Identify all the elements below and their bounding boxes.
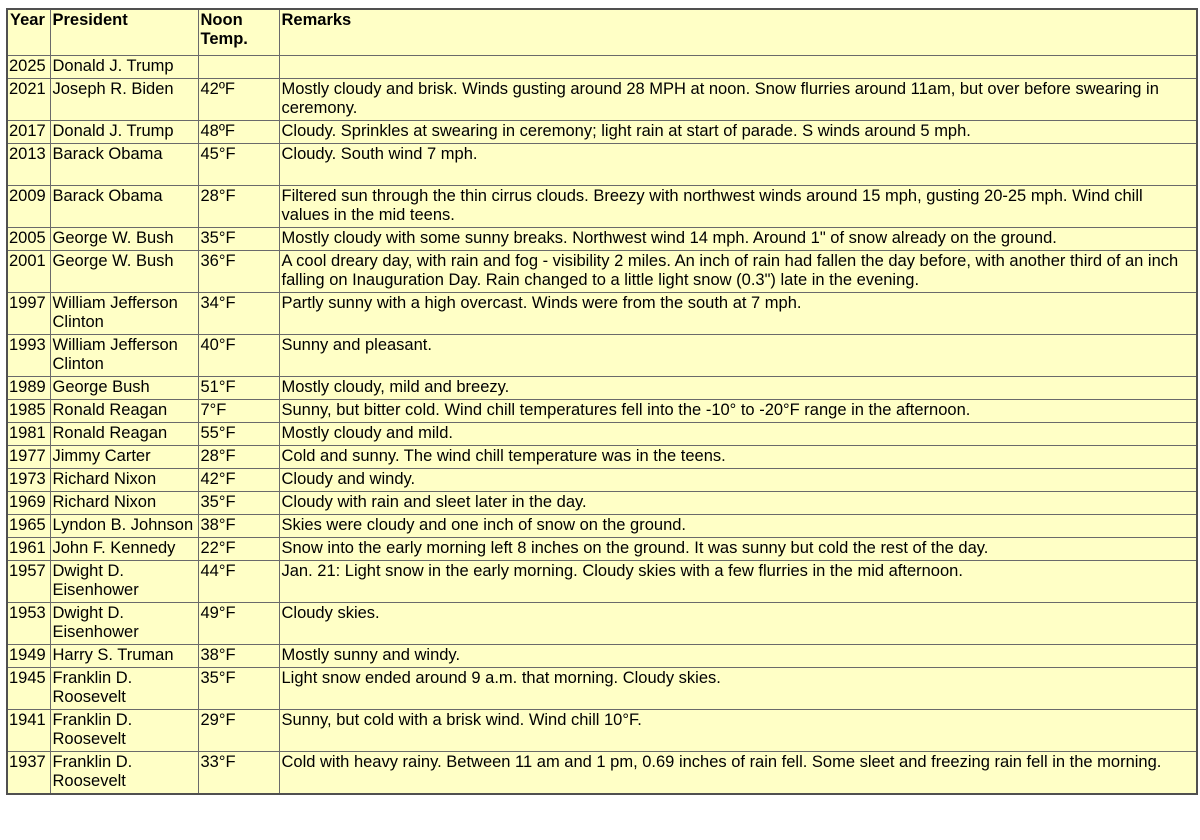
cell-noon-temp: 55°F bbox=[198, 423, 279, 446]
cell-noon-temp: 49°F bbox=[198, 603, 279, 645]
header-noon-temp: Noon Temp. bbox=[198, 9, 279, 56]
cell-president: Richard Nixon bbox=[50, 469, 198, 492]
cell-year: 1985 bbox=[7, 400, 50, 423]
cell-noon-temp: 38°F bbox=[198, 515, 279, 538]
cell-president: Barack Obama bbox=[50, 186, 198, 228]
cell-noon-temp: 35°F bbox=[198, 492, 279, 515]
cell-year: 1957 bbox=[7, 561, 50, 603]
cell-remarks: Cloudy with rain and sleet later in the day. bbox=[279, 492, 1197, 515]
cell-president: John F. Kennedy bbox=[50, 538, 198, 561]
cell-president: Franklin D. Roosevelt bbox=[50, 752, 198, 795]
header-row bbox=[7, 9, 1197, 56]
cell-president: George W. Bush bbox=[50, 251, 198, 293]
table-row bbox=[7, 293, 1197, 335]
inauguration-weather-table-container bbox=[6, 8, 1198, 795]
cell-year: 1981 bbox=[7, 423, 50, 446]
cell-year: 2025 bbox=[7, 56, 50, 79]
table-row bbox=[7, 469, 1197, 492]
table-row bbox=[7, 603, 1197, 645]
cell-year: 1973 bbox=[7, 469, 50, 492]
inauguration-weather-table bbox=[6, 8, 1198, 795]
cell-year: 1941 bbox=[7, 710, 50, 752]
cell-president: George Bush bbox=[50, 377, 198, 400]
cell-noon-temp: 42ºF bbox=[198, 79, 279, 121]
cell-year: 1989 bbox=[7, 377, 50, 400]
cell-year: 1977 bbox=[7, 446, 50, 469]
cell-remarks: Mostly cloudy, mild and breezy. bbox=[279, 377, 1197, 400]
cell-noon-temp: 44°F bbox=[198, 561, 279, 603]
table-row bbox=[7, 186, 1197, 228]
cell-remarks: Sunny, but bitter cold. Wind chill temperatures fell into the -10° to -20°F range in the afternoon. bbox=[279, 400, 1197, 423]
table-row bbox=[7, 515, 1197, 538]
cell-noon-temp: 28°F bbox=[198, 446, 279, 469]
cell-remarks: Cloudy and windy. bbox=[279, 469, 1197, 492]
cell-remarks: Mostly cloudy and mild. bbox=[279, 423, 1197, 446]
cell-noon-temp: 48ºF bbox=[198, 121, 279, 144]
table-row bbox=[7, 144, 1197, 186]
cell-year: 2021 bbox=[7, 79, 50, 121]
cell-year: 1993 bbox=[7, 335, 50, 377]
cell-president: Lyndon B. Johnson bbox=[50, 515, 198, 538]
cell-noon-temp: 38°F bbox=[198, 645, 279, 668]
cell-year: 1953 bbox=[7, 603, 50, 645]
cell-remarks: Cloudy. South wind 7 mph. bbox=[279, 144, 1197, 186]
table-row bbox=[7, 56, 1197, 79]
cell-noon-temp: 40°F bbox=[198, 335, 279, 377]
cell-noon-temp: 42°F bbox=[198, 469, 279, 492]
cell-year: 2005 bbox=[7, 228, 50, 251]
cell-president: Dwight D. Eisenhower bbox=[50, 603, 198, 645]
cell-president: William Jefferson Clinton bbox=[50, 335, 198, 377]
header-remarks: Remarks bbox=[279, 9, 1197, 56]
cell-year: 1969 bbox=[7, 492, 50, 515]
cell-president: George W. Bush bbox=[50, 228, 198, 251]
table-row bbox=[7, 377, 1197, 400]
cell-noon-temp: 45°F bbox=[198, 144, 279, 186]
cell-remarks: Cloudy. Sprinkles at swearing in ceremony; light rain at start of parade. S winds around 5 mph. bbox=[279, 121, 1197, 144]
cell-president: Franklin D. Roosevelt bbox=[50, 710, 198, 752]
table-row bbox=[7, 752, 1197, 795]
cell-president: Joseph R. Biden bbox=[50, 79, 198, 121]
cell-president: Dwight D. Eisenhower bbox=[50, 561, 198, 603]
header-president: President bbox=[50, 9, 198, 56]
cell-noon-temp: 51°F bbox=[198, 377, 279, 400]
cell-remarks: Cold with heavy rainy. Between 11 am and 1 pm, 0.69 inches of rain fell. Some sleet and freezing rain fell in the morning. bbox=[279, 752, 1197, 795]
cell-remarks: Cold and sunny. The wind chill temperature was in the teens. bbox=[279, 446, 1197, 469]
cell-noon-temp: 35°F bbox=[198, 228, 279, 251]
table-row bbox=[7, 668, 1197, 710]
header-year: Year bbox=[7, 9, 50, 56]
table-row bbox=[7, 400, 1197, 423]
table-row bbox=[7, 538, 1197, 561]
cell-president: Donald J. Trump bbox=[50, 56, 198, 79]
table-row bbox=[7, 645, 1197, 668]
cell-noon-temp: 34°F bbox=[198, 293, 279, 335]
cell-president: William Jefferson Clinton bbox=[50, 293, 198, 335]
cell-president: Ronald Reagan bbox=[50, 400, 198, 423]
cell-noon-temp: 29°F bbox=[198, 710, 279, 752]
table-row bbox=[7, 121, 1197, 144]
cell-noon-temp: 28°F bbox=[198, 186, 279, 228]
table-row bbox=[7, 228, 1197, 251]
cell-remarks: Snow into the early morning left 8 inches on the ground. It was sunny but cold the rest of the day. bbox=[279, 538, 1197, 561]
cell-noon-temp: 22°F bbox=[198, 538, 279, 561]
cell-noon-temp: 7°F bbox=[198, 400, 279, 423]
cell-remarks: Jan. 21: Light snow in the early morning. Cloudy skies with a few flurries in the mid afternoon. bbox=[279, 561, 1197, 603]
cell-president: Harry S. Truman bbox=[50, 645, 198, 668]
cell-year: 1945 bbox=[7, 668, 50, 710]
cell-president: Ronald Reagan bbox=[50, 423, 198, 446]
cell-year: 1965 bbox=[7, 515, 50, 538]
table-row bbox=[7, 423, 1197, 446]
cell-president: Donald J. Trump bbox=[50, 121, 198, 144]
cell-year: 2017 bbox=[7, 121, 50, 144]
cell-year: 1937 bbox=[7, 752, 50, 795]
cell-year: 1949 bbox=[7, 645, 50, 668]
cell-remarks: Mostly cloudy with some sunny breaks. Northwest wind 14 mph. Around 1" of snow already on the ground. bbox=[279, 228, 1197, 251]
cell-noon-temp: 35°F bbox=[198, 668, 279, 710]
cell-year: 2001 bbox=[7, 251, 50, 293]
cell-remarks: Light snow ended around 9 a.m. that morning. Cloudy skies. bbox=[279, 668, 1197, 710]
cell-noon-temp: 33°F bbox=[198, 752, 279, 795]
table-row bbox=[7, 79, 1197, 121]
cell-remarks: Partly sunny with a high overcast. Winds were from the south at 7 mph. bbox=[279, 293, 1197, 335]
table-row bbox=[7, 492, 1197, 515]
cell-president: Jimmy Carter bbox=[50, 446, 198, 469]
cell-remarks: Skies were cloudy and one inch of snow on the ground. bbox=[279, 515, 1197, 538]
cell-remarks: Sunny, but cold with a brisk wind. Wind chill 10°F. bbox=[279, 710, 1197, 752]
table-row bbox=[7, 335, 1197, 377]
cell-remarks: Sunny and pleasant. bbox=[279, 335, 1197, 377]
table-row bbox=[7, 710, 1197, 752]
cell-noon-temp: 36°F bbox=[198, 251, 279, 293]
cell-remarks: Filtered sun through the thin cirrus clouds. Breezy with northwest winds around 15 mph, gusting 20-25 mph. Wind chill values in the mid teens. bbox=[279, 186, 1197, 228]
table-row bbox=[7, 561, 1197, 603]
cell-remarks: Mostly sunny and windy. bbox=[279, 645, 1197, 668]
cell-remarks: A cool dreary day, with rain and fog - visibility 2 miles. An inch of rain had fallen the day before, with another third of an inch falling on Inauguration Day. Rain changed to a little light snow (0.3") late in the evening. bbox=[279, 251, 1197, 293]
cell-president: Richard Nixon bbox=[50, 492, 198, 515]
cell-remarks: Cloudy skies. bbox=[279, 603, 1197, 645]
cell-president: Barack Obama bbox=[50, 144, 198, 186]
cell-president: Franklin D. Roosevelt bbox=[50, 668, 198, 710]
table-row bbox=[7, 446, 1197, 469]
cell-year: 2009 bbox=[7, 186, 50, 228]
cell-noon-temp bbox=[198, 56, 279, 79]
cell-remarks: Mostly cloudy and brisk. Winds gusting around 28 MPH at noon. Snow flurries around 11am, but over before swearing in ceremony. bbox=[279, 79, 1197, 121]
cell-remarks bbox=[279, 56, 1197, 79]
cell-year: 1961 bbox=[7, 538, 50, 561]
table-row bbox=[7, 251, 1197, 293]
cell-year: 2013 bbox=[7, 144, 50, 186]
cell-year: 1997 bbox=[7, 293, 50, 335]
